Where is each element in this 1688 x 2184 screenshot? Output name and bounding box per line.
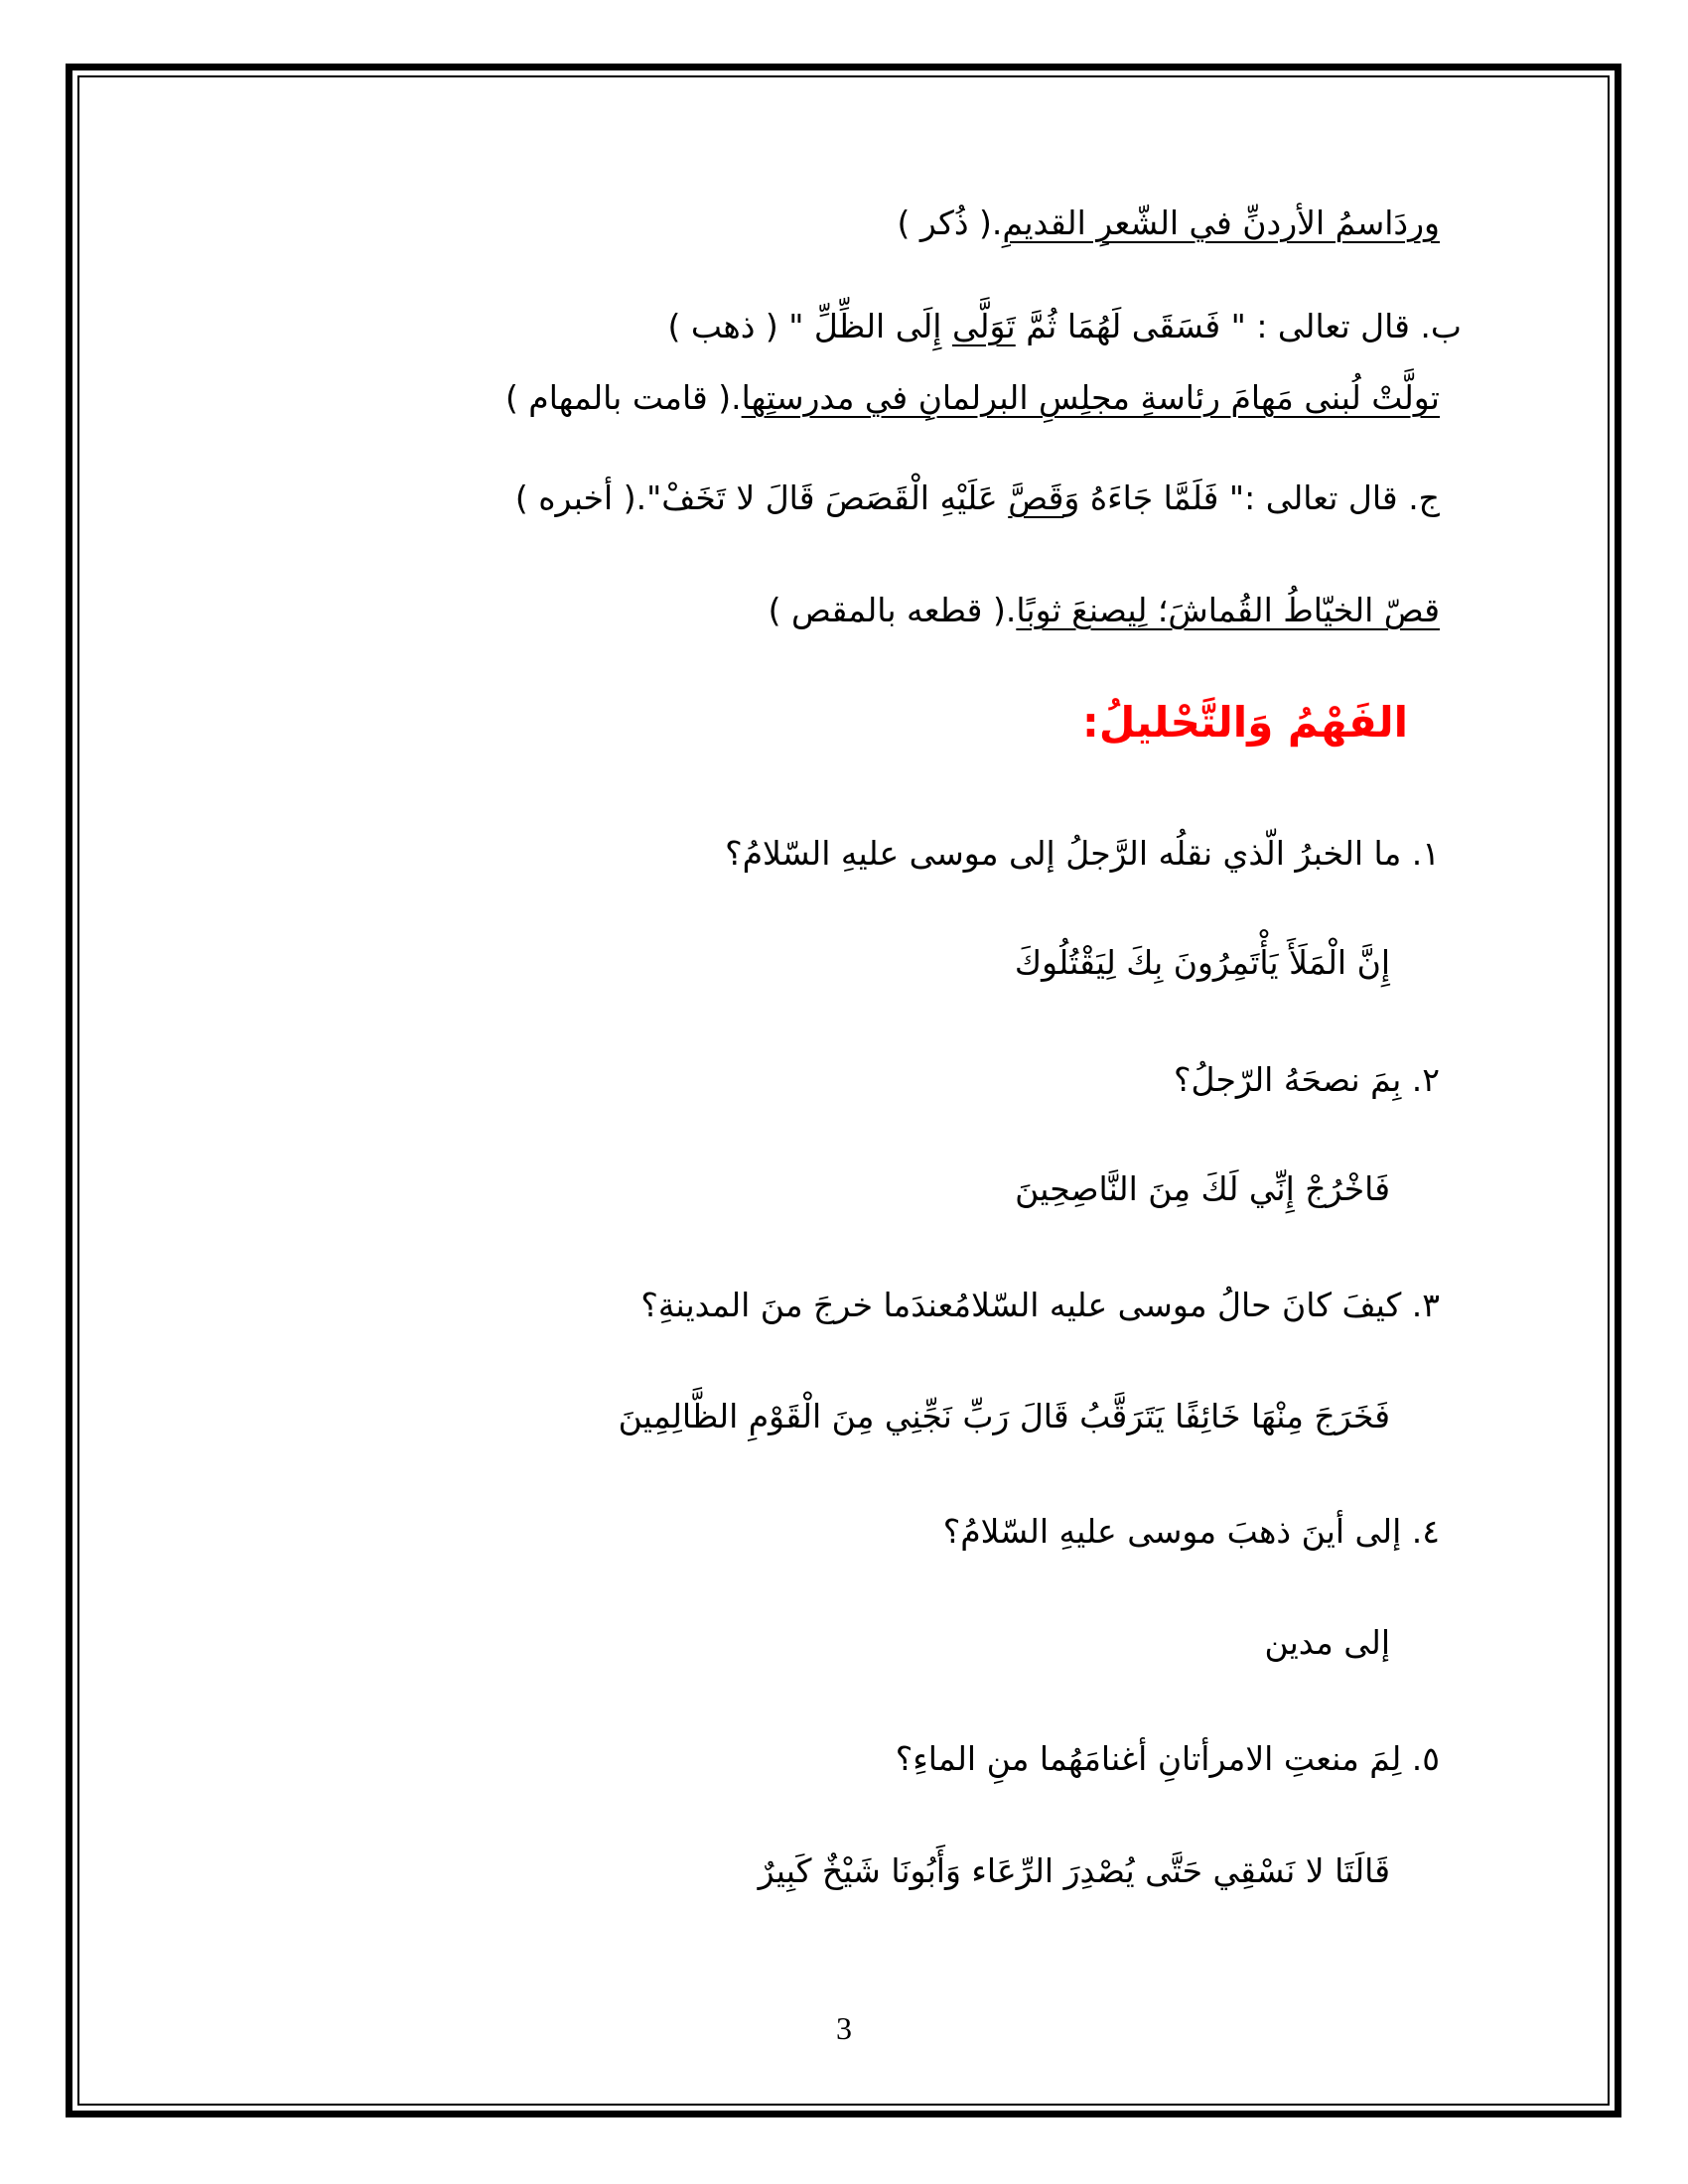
vocab-line-2-part-b: إِلَى الظِّلِّ " ( ذهب ) <box>667 307 952 345</box>
section-heading: الفَهْمُ وَالتَّحْليلُ: <box>1082 698 1408 747</box>
vocab-line-3-meaning: .( قامت بالمهام ) <box>504 378 742 417</box>
vocab-line-4-part-a: ج. قال تعالى :" فَلَمَّا جَاءَهُ وَ <box>1063 478 1440 517</box>
answer-2: فَاخْرُجْ إِنِّي لَكَ مِنَ النَّاصِحِينَ <box>1015 1169 1390 1208</box>
question-1: ١. ما الخبرُ الّذي نقلُه الرَّجلُ إلى موسى عليهِ السّلامُ؟ <box>725 834 1440 873</box>
vocab-line-2-part-a: ب. قال تعالى : " فَسَقَى لَهُمَا ثُمَّ <box>1015 307 1462 345</box>
vocab-line-1-underlined: وردَاسمُ الأردنِّ في الشّعرِ القديمِ <box>1002 204 1440 242</box>
vocab-line-1 <box>898 199 1440 248</box>
answer-4: إلى مدين <box>1264 1623 1390 1662</box>
vocab-line-3-underlined: تولَّتْ لُبنى مَهامَ رئاسةِ مجلِسِ البرلمانِ في مدرستِها <box>741 378 1440 417</box>
vocab-line-5-meaning: .( قطعه بالمقص ) <box>768 591 1017 629</box>
question-4: ٤. إلى أينَ ذهبَ موسى عليهِ السّلامُ؟ <box>942 1512 1440 1551</box>
vocab-line-2 <box>668 302 1462 351</box>
vocab-line-3 <box>505 373 1440 423</box>
vocab-line-5 <box>769 586 1440 635</box>
page-number: 3 <box>836 2010 852 2046</box>
question-5: ٥. لِمَ منعتِ الامرأتانِ أغنامَهُما منِ الماءِ؟ <box>895 1739 1440 1778</box>
vocab-line-4-underlined: قَصَّ <box>1008 478 1064 517</box>
vocab-line-5-underlined: قصّ الخيّاطُ القُماشَ؛ لِيصنعَ ثوبًا <box>1016 591 1440 629</box>
vocab-line-1-meaning: .( ذُكر ) <box>897 204 1003 242</box>
question-3: ٣. كيفَ كانَ حالُ موسى عليه السّلامُعندَما خرجَ منَ المدينةِ؟ <box>640 1286 1440 1324</box>
answer-1: إِنَّ الْمَلَأَ يَأْتَمِرُونَ بِكَ لِيَقْتُلُوكَ <box>1014 943 1390 982</box>
vocab-line-4 <box>515 474 1440 523</box>
answer-5: قَالَتَا لا نَسْقِي حَتَّى يُصْدِرَ الرِّعَاء وَأَبُونَا شَيْخٌ كَبِيرٌ <box>758 1851 1390 1890</box>
question-2: ٢. بِمَ نصحَهُ الرّجلُ؟ <box>1174 1060 1440 1099</box>
vocab-line-2-underlined: تَوَلَّى <box>951 307 1016 345</box>
answer-3: فَخَرَجَ مِنْهَا خَائِفًا يَتَرَقَّبُ قَالَ رَبِّ نَجِّنِي مِنَ الْقَوْمِ الظَّالِمِينَ <box>618 1397 1390 1435</box>
vocab-line-4-part-b: عَلَيْهِ الْقَصَصَ قَالَ لا تَخَفْ".( أخبره ) <box>514 478 1009 517</box>
